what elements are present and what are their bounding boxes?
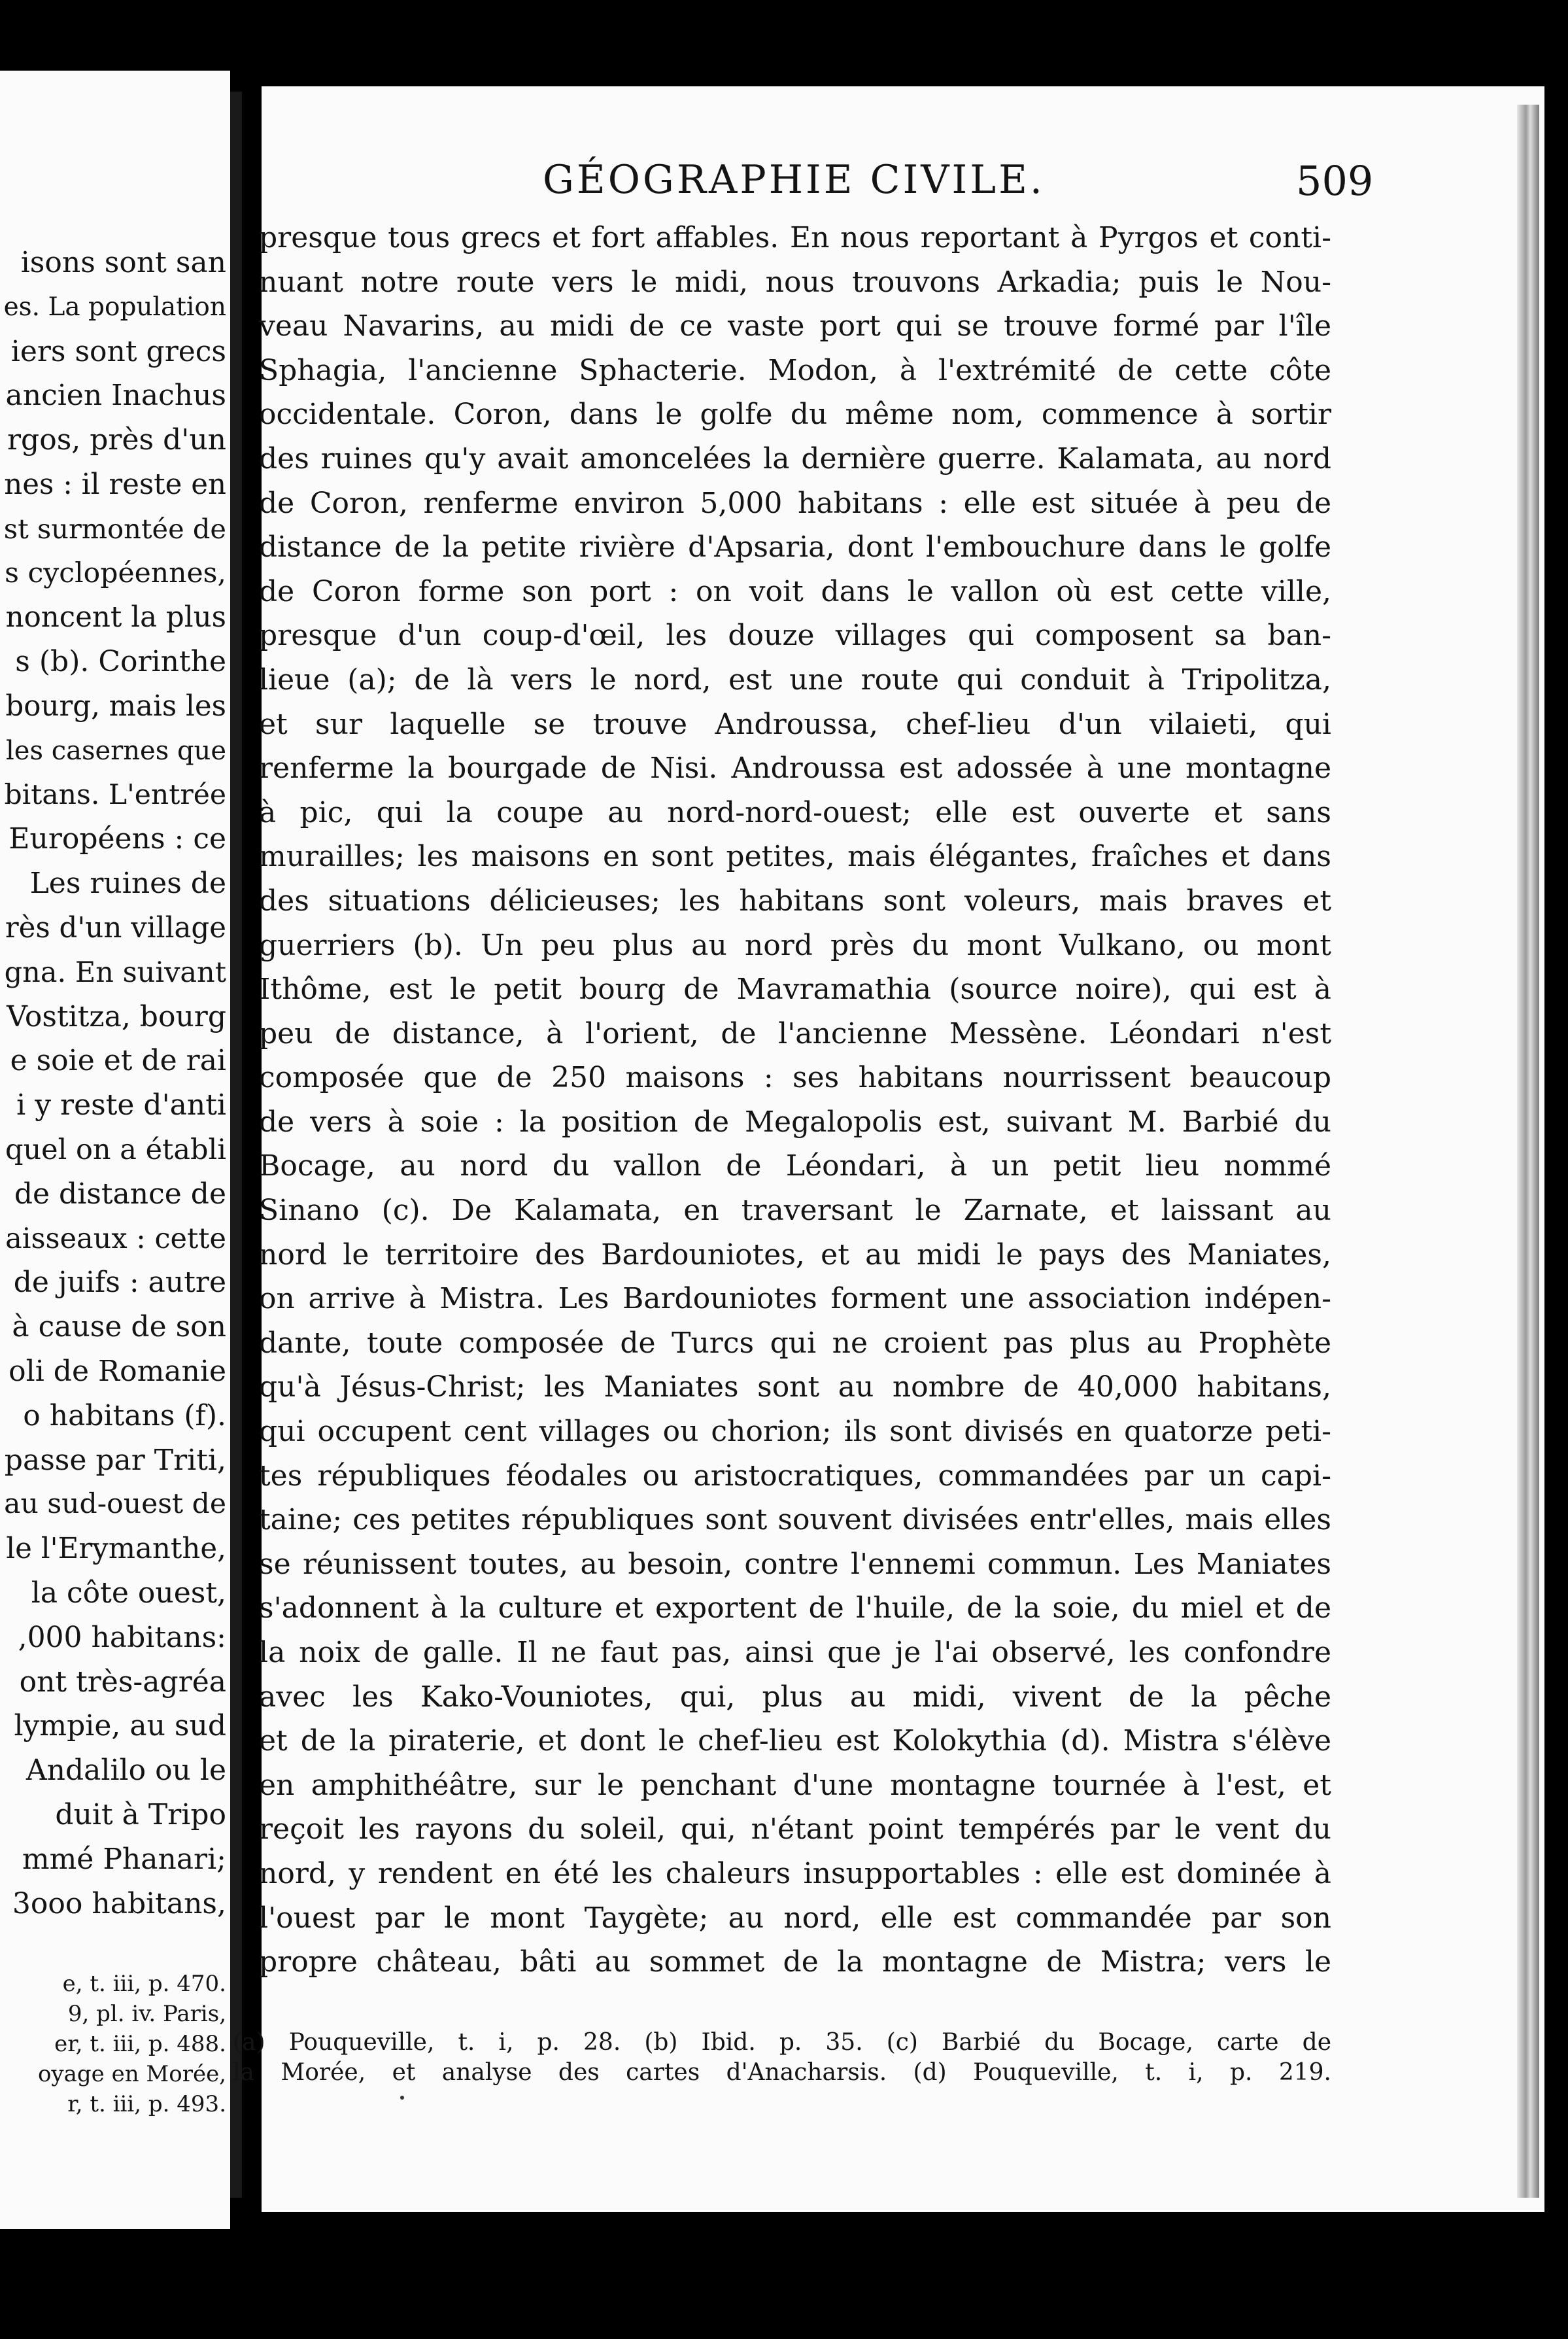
left-page-line: 3ooo habitans, [12,1886,226,1920]
left-page-line: quel on a établi [5,1134,226,1166]
left-page-line: Les ruines de [29,867,226,901]
footnotes [233,2028,1331,2088]
text-line: taine; ces petites républiques sont souvent divisées entr'elles, mais elles [259,1503,1331,1537]
footnote-line: (a) Pouqueville, t. i, p. 28. (b) Ibid. p. 35. (c) Barbié du Bocage, carte de [233,2029,1331,2056]
left-page-line: de juifs : autre [13,1266,226,1300]
left-page-line: rgos, près d'un [7,423,226,457]
text-line: reçoit les rayons du soleil, qui, n'étant point tempérés par le vent du [259,1812,1331,1846]
page-number: 509 [1296,157,1374,205]
book-gutter [230,92,242,2198]
running-title: GÉOGRAPHIE CIVILE. [543,157,1045,203]
text-line: et sur laquelle se trouve Androussa, chef-lieu d'un vilaieti, qui [259,707,1331,741]
ink-speck [400,2096,404,2100]
text-line: on arrive à Mistra. Les Bardouniotes forment une association indépen- [259,1282,1331,1316]
left-page-line: les casernes que [6,735,226,766]
left-page-line: mmé Phanari; [22,1842,226,1876]
left-page-line: oli de Romanie [9,1355,226,1388]
left-page-line: es. La population [3,292,226,322]
left-page-note-line: er, t. iii, p. 488. [54,2031,226,2057]
text-line: avec les Kako-Vouniotes, qui, plus au midi, vivent de la pêche [259,1680,1331,1714]
left-page-note-line: 9, pl. iv. Paris, [67,2001,226,2027]
left-page-line: nes : il reste en [4,468,226,501]
text-line: veau Navarins, au midi de ce vaste port qui se trouve formé par l'île [259,309,1331,343]
left-page-line: noncent la plus [5,601,226,634]
text-line: dante, toute composée de Turcs qui ne croient pas plus au Prophète [259,1326,1331,1360]
text-line: des ruines qu'y avait amoncelées la dernière guerre. Kalamata, au nord [259,442,1331,476]
left-page-line: de distance de [14,1177,226,1211]
text-line: occidentale. Coron, dans le golfe du même nom, commence à sortir [259,398,1331,432]
left-page-line: bourg, mais les [5,690,226,723]
left-page-line: Andalilo ou le [26,1754,226,1788]
text-line: peu de distance, à l'orient, de l'ancienne Messène. Léondari n'est [259,1016,1331,1050]
text-line: lieue (a); de là vers le nord, est une route qui conduit à Tripolitza, [259,663,1331,697]
left-page-line: au sud-ouest de [4,1488,226,1521]
text-line: de Coron forme son port : on voit dans le vallon où est cette ville, [259,574,1331,608]
left-page-line: rès d'un village [5,912,226,944]
left-page-line: passe par Triti, [4,1443,226,1477]
left-page-line: i y reste d'anti [16,1088,226,1122]
text-line: nord, y rendent en été les chaleurs insupportables : elle est dominée à [259,1856,1331,1890]
text-line: qui occupent cent villages ou chorion; ils sont divisés en quatorze peti- [259,1415,1331,1449]
text-line: se réunissent toutes, au besoin, contre l'ennemi commun. Les Maniates [259,1547,1331,1581]
text-line: de Coron, renferme environ 5,000 habitans : elle est située à peu de [259,486,1331,520]
text-line: guerriers (b). Un peu plus au nord près du mont Vulkano, ou mont [259,928,1331,962]
text-line: propre château, bâti au sommet de la montagne de Mistra; vers le [259,1945,1331,1979]
text-line: Ithôme, est le petit bourg de Mavramathia (source noire), qui est à [259,973,1331,1007]
text-line: murailles; les maisons en sont petites, mais élégantes, fraîches et dans [259,840,1331,874]
text-line: à pic, qui la coupe au nord-nord-ouest; elle est ouverte et sans [259,795,1331,829]
left-page-line: bitans. L'entrée [4,778,226,811]
left-page-line: Vostitza, bourg [7,999,226,1033]
left-page-line: duit à Tripo [55,1798,226,1831]
text-line: Sphagia, l'ancienne Sphacterie. Modon, à l'extrémité de cette côte [259,353,1331,387]
left-page-note-line: r, t. iii, p. 493. [67,2091,226,2117]
text-line: de vers à soie : la position de Megalopolis est, suivant M. Barbié du [259,1105,1331,1139]
text-line: tes républiques féodales ou aristocratiques, commandées par un capi- [259,1459,1331,1493]
left-page-line: o habitans (f). [23,1398,226,1432]
left-page-line: à cause de son [12,1310,226,1344]
footnote-line: la Morée, et analyse des cartes d'Anacharsis. (d) Pouqueville, t. i, p. 219. [233,2059,1331,2086]
left-page-line: ancien Inachus [5,379,226,413]
left-page-line: isons sont san [20,246,226,279]
text-line: qu'à Jésus-Christ; les Maniates sont au nombre de 40,000 habitans, [259,1370,1331,1404]
left-page-line: st surmontée de [3,512,226,545]
left-page-line: le l'Erymanthe, [6,1533,226,1566]
text-line: presque d'un coup-d'œil, les douze villages qui composent sa ban- [259,619,1331,653]
left-page-line: ont très-agréa [19,1665,226,1699]
text-line: des situations délicieuses; les habitans sont voleurs, mais braves et [259,884,1331,918]
text-line: s'adonnent à la culture et exportent de l'huile, de la soie, du miel et de [259,1591,1331,1625]
text-line: composée que de 250 maisons : ses habitans nourrissent beaucoup [259,1061,1331,1095]
text-line: la noix de galle. Il ne faut pas, ainsi que je l'ai observé, les confondre [259,1636,1331,1669]
text-line: presque tous grecs et fort affables. En nous reportant à Pyrgos et conti- [259,221,1331,254]
text-line: Sinano (c). De Kalamata, en traversant le Zarnate, et laissant au [259,1194,1331,1228]
text-line: et de la piraterie, et dont le chef-lieu est Kolokythia (d). Mistra s'élève [259,1724,1331,1758]
left-page-fragment [0,71,230,2229]
left-page-line: e soie et de rai [10,1044,226,1078]
left-page-line: la côte ouest, [31,1576,226,1610]
left-page-line: gna. En suivant [4,956,226,989]
left-page-note-line: oyage en Morée, [37,2061,226,2087]
left-page-line: s (b). Corinthe [15,645,226,679]
text-line: renferme la bourgade de Nisi. Androussa est adossée à une montagne [259,752,1331,786]
body-text [259,216,1331,1984]
page-edge [1517,105,1539,2198]
text-line: l'ouest par le mont Taygète; au nord, elle est commandée par son [259,1901,1331,1935]
text-line: nord le territoire des Bardouniotes, et au midi le pays des Maniates, [259,1238,1331,1272]
text-line: en amphithéâtre, sur le penchant d'une montagne tournée à l'est, et [259,1768,1331,1802]
left-page-line: lympie, au sud [14,1709,226,1743]
left-page-note-line: e, t. iii, p. 470. [62,1971,226,1997]
left-page-line: iers sont grecs [10,334,226,368]
left-page-line: aisseaux : cette [5,1222,226,1255]
text-line: distance de la petite rivière d'Apsaria, dont l'embouchure dans le golfe [259,530,1331,564]
left-page-line: Européens : ce [9,822,226,856]
text-line: nuant notre route vers le midi, nous trouvons Arkadia; puis le Nou- [259,265,1331,299]
left-page-line: ,000 habitans: [18,1620,226,1654]
left-page-line: s cyclopéennes, [5,557,226,589]
text-line: Bocage, au nord du vallon de Léondari, à un petit lieu nommé [259,1149,1331,1183]
